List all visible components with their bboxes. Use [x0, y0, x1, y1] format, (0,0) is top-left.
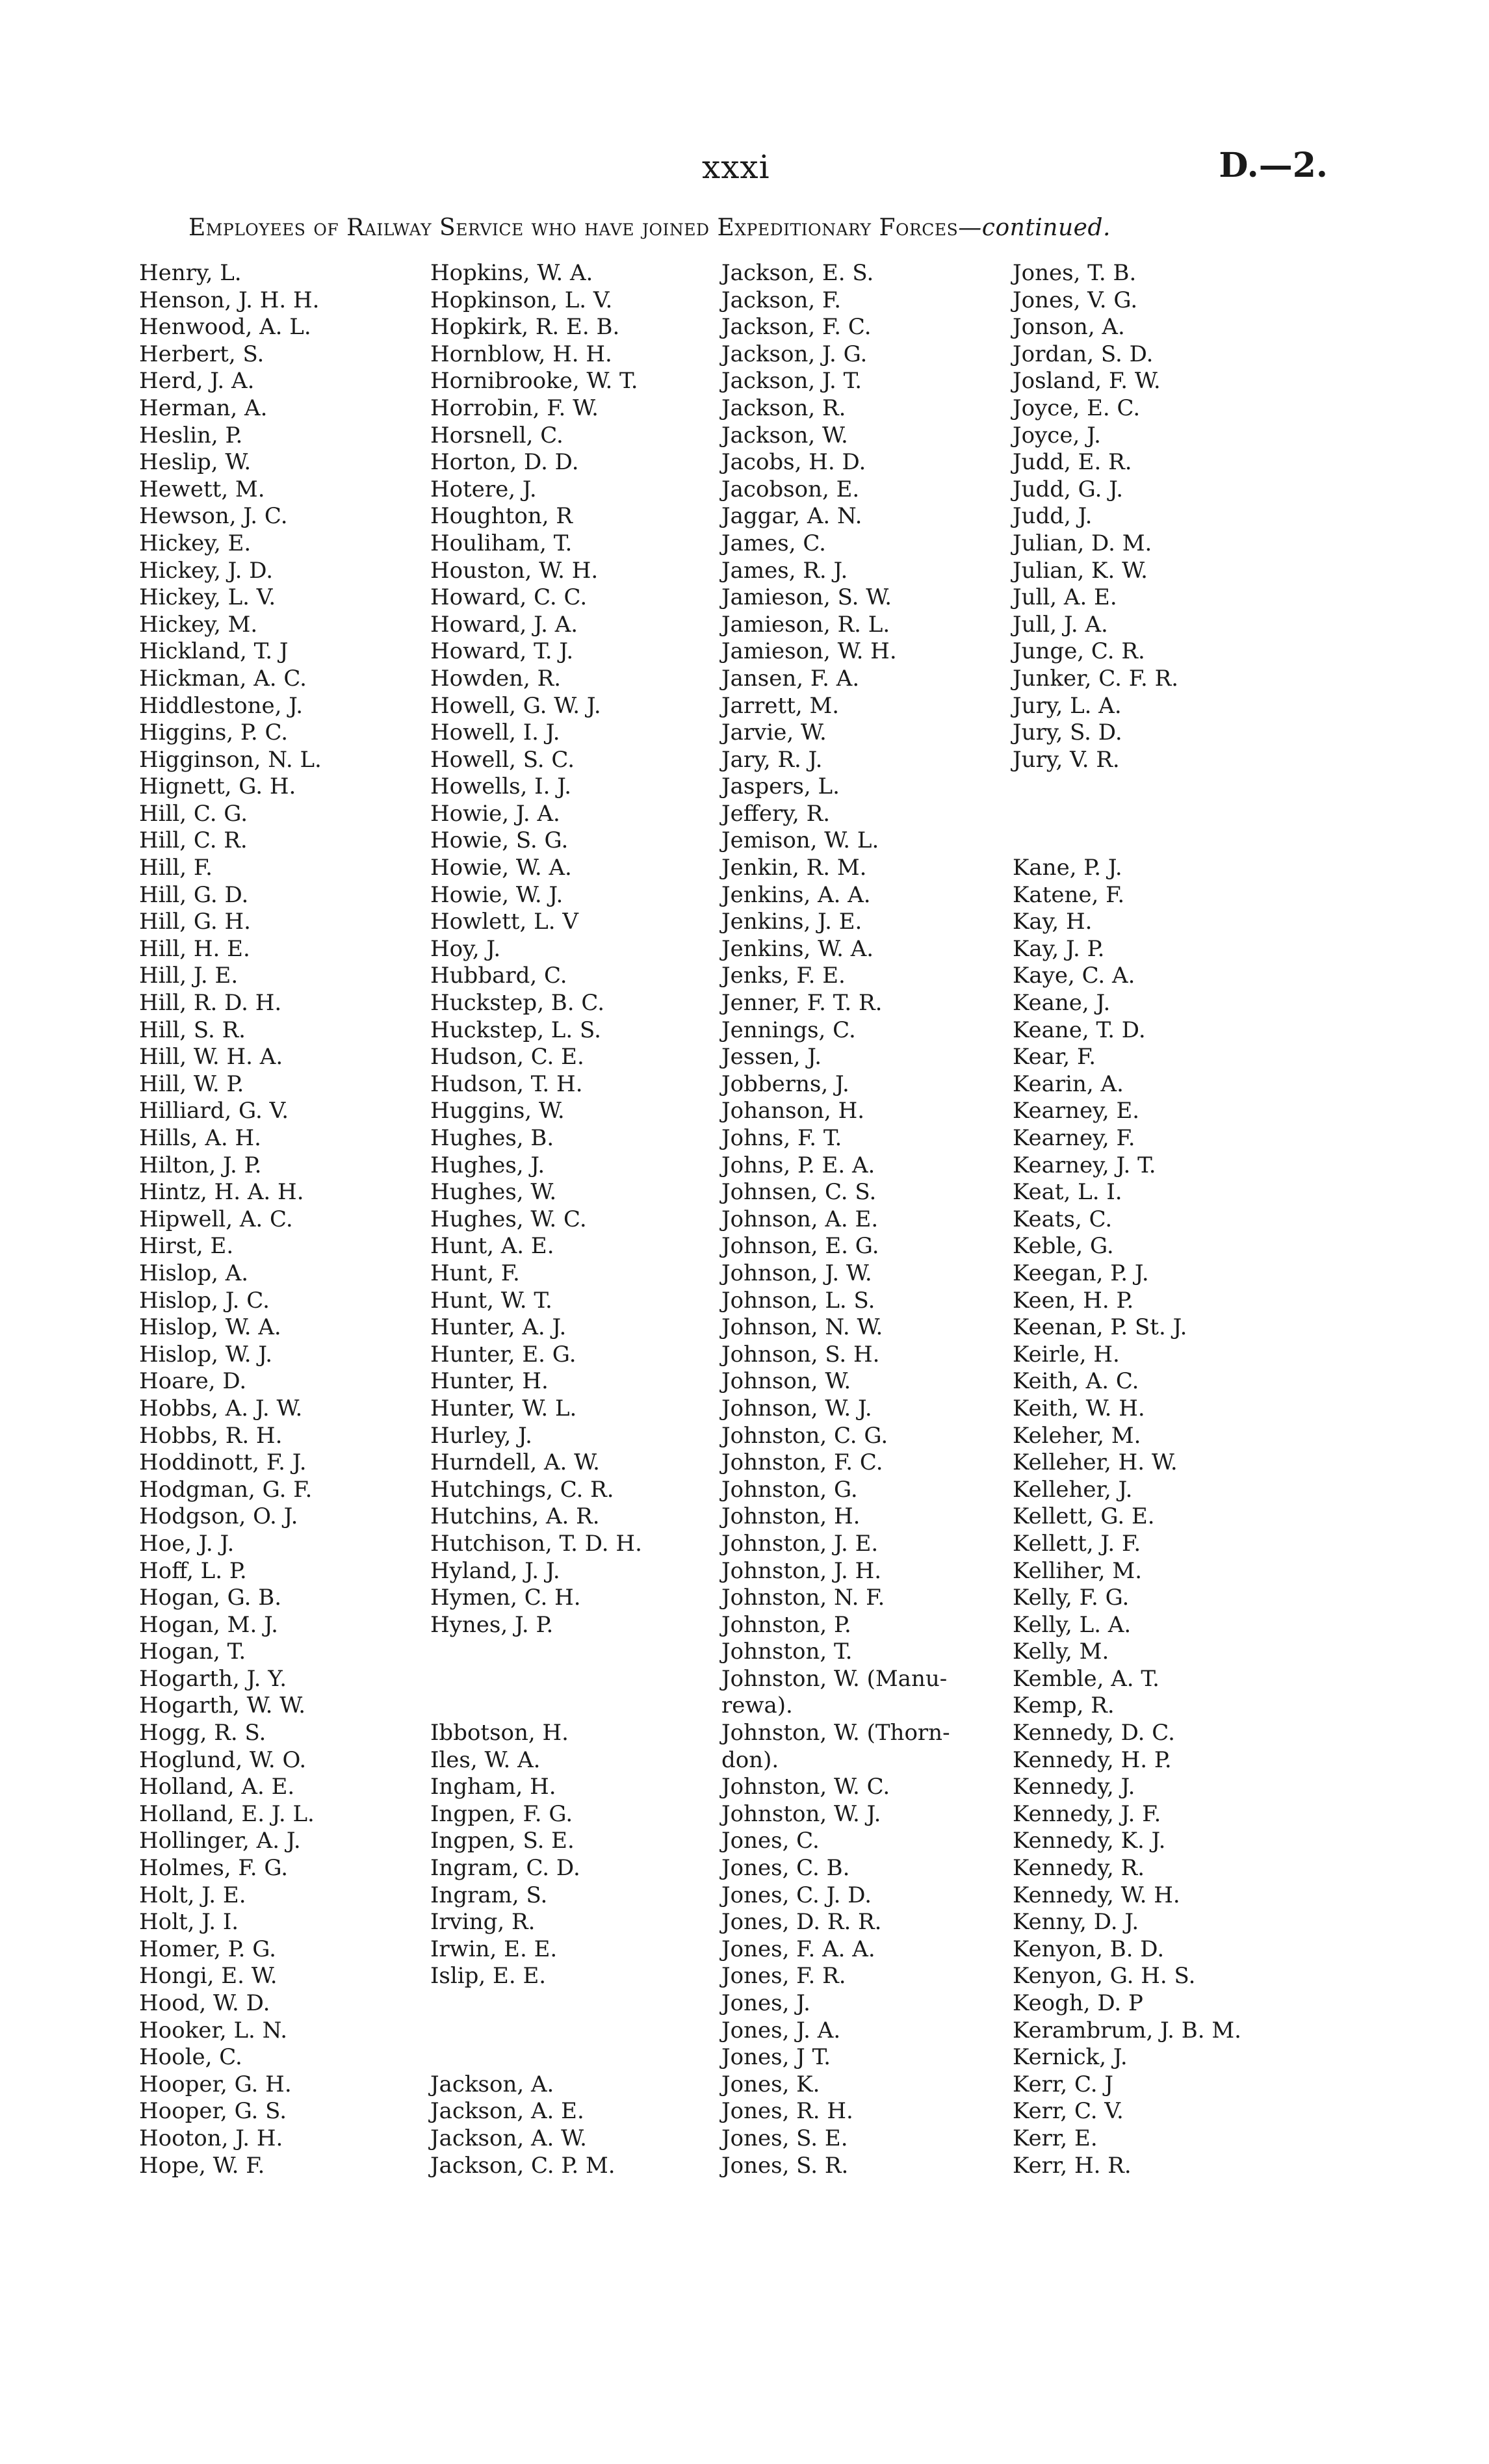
name-column-4 [1013, 260, 1241, 2179]
employee-name: rewa). [721, 1692, 793, 1719]
employee-name: Hoole, C. [139, 2044, 242, 2071]
employee-name: Hunter, W. L. [430, 1395, 577, 1421]
employee-name: Jordan, S. D. [1013, 341, 1154, 367]
employee-name: Josland, F. W. [1013, 368, 1161, 395]
employee-name: Kellett, J. F. [1013, 1530, 1141, 1557]
employee-name: Jackson, R. [721, 395, 846, 421]
employee-name: Hoglund, W. O. [139, 1746, 307, 1773]
employee-name: Jones, J T. [721, 2044, 831, 2071]
name-column-2 [430, 260, 642, 2179]
employee-name: Hunt, F. [430, 1260, 520, 1286]
employee-name: Kemble, A. T. [1013, 1665, 1159, 1692]
employee-name: Keith, A. C. [1013, 1368, 1139, 1395]
employee-name: Jackson, J. T. [721, 368, 862, 395]
employee-name: Jackson, A. W. [430, 2125, 587, 2151]
employee-name: Hoe, J. J. [139, 1530, 235, 1557]
employee-name: Hudson, T. H. [430, 1070, 583, 1097]
employee-name: Kearney, J. T. [1013, 1152, 1156, 1178]
employee-name: Hornibrooke, W. T. [430, 368, 638, 395]
employee-name: Kelly, L. A. [1013, 1611, 1132, 1638]
employee-name: Hutchings, C. R. [430, 1476, 614, 1503]
employee-name: Kennedy, W. H. [1013, 1882, 1180, 1908]
employee-name: Johnston, H. [721, 1503, 861, 1530]
employee-name: Kellett, G. E. [1013, 1503, 1155, 1530]
employee-name: Kenny, D. J. [1013, 1909, 1139, 1936]
employee-name: Horsnell, C. [430, 422, 563, 448]
employee-name: Jones, C. [721, 1828, 820, 1854]
employee-name: Kelly, M. [1013, 1639, 1109, 1665]
employee-name: Hickland, T. J [139, 638, 289, 665]
employee-name: Jury, L. A. [1013, 692, 1122, 719]
employee-name: Johnston, W. C. [721, 1774, 890, 1800]
employee-name: Ingram, C. D. [430, 1855, 580, 1882]
employee-name: Howell, I. J. [430, 720, 560, 746]
employee-name: Houliham, T. [430, 530, 573, 556]
employee-name: Kane, P. J. [1013, 855, 1122, 881]
employee-name: Hickman, A. C. [139, 665, 307, 692]
employee-name: Islip, E. E. [430, 1963, 547, 1990]
employee-name: Johns, P. E. A. [721, 1152, 875, 1178]
employee-name: Hintz, H. A. H. [139, 1179, 304, 1206]
employee-name: Hunter, E. G. [430, 1341, 576, 1368]
employee-name: Hewett, M. [139, 476, 265, 502]
employee-name: Hogan, G. B. [139, 1585, 282, 1611]
employee-name: Henry, L. [139, 260, 242, 286]
employee-name: Herbert, S. [139, 341, 265, 367]
employee-name: Hubbard, C. [430, 963, 567, 989]
employee-name: Johnston, C. G. [721, 1422, 888, 1449]
employee-name: Johnston, W. J. [721, 1800, 881, 1827]
employee-name: Hill, W. H. A. [139, 1044, 283, 1070]
employee-name: Howard, T. J. [430, 638, 574, 665]
employee-name: Howells, I. J. [430, 773, 571, 800]
employee-name: Hobbs, A. J. W. [139, 1395, 303, 1421]
employee-name: Hill, W. P. [139, 1070, 244, 1097]
employee-name: Kerambrum, J. B. M. [1013, 2017, 1241, 2043]
employee-name: Junge, C. R. [1013, 638, 1145, 665]
employee-name: Judd, G. J. [1013, 476, 1124, 502]
employee-name: Johnston, J. H. [721, 1557, 882, 1584]
employee-name: Hickey, J. D. [139, 557, 274, 584]
employee-name: Kerr, E. [1013, 2125, 1098, 2151]
employee-name: Jemison, W. L. [721, 827, 879, 854]
employee-name: Hickey, L. V. [139, 584, 276, 611]
employee-name: Huckstep, L. S. [430, 1017, 601, 1043]
employee-name: Hymen, C. H. [430, 1585, 581, 1611]
employee-name: Johnston, N. F. [721, 1585, 885, 1611]
employee-name: Kerr, C. J [1013, 2071, 1114, 2097]
employee-name: Hill, G. D. [139, 881, 249, 908]
employee-name: Hignett, G. H. [139, 773, 296, 800]
employee-name: Hewson, J. C. [139, 503, 288, 530]
employee-name: Kennedy, K. J. [1013, 1828, 1166, 1854]
employee-name: Hill, G. H. [139, 909, 251, 935]
employee-name: Henwood, A. L. [139, 314, 311, 341]
employee-name: Keane, T. D. [1013, 1017, 1146, 1043]
employee-name: Hogarth, J. Y. [139, 1665, 287, 1692]
employee-name: Hunter, H. [430, 1368, 549, 1395]
employee-name: Hoff, L. P. [139, 1557, 247, 1584]
employee-name: Howie, W. J. [430, 881, 563, 908]
employee-name: Johanson, H. [721, 1098, 865, 1124]
employee-name: Hurndell, A. W. [430, 1449, 600, 1476]
employee-name: Holland, A. E. [139, 1774, 295, 1800]
employee-name: Jackson, E. S. [721, 260, 874, 286]
employee-name: Johnston, G. [721, 1476, 858, 1503]
employee-name: Jary, R. J. [721, 746, 823, 773]
column-gap [430, 2044, 642, 2071]
employee-name: Holland, E. J. L. [139, 1800, 315, 1827]
employee-name: Hobbs, R. H. [139, 1422, 283, 1449]
employee-name: Hunt, W. T. [430, 1287, 552, 1314]
employee-name: Hollinger, A. J. [139, 1828, 301, 1854]
employee-name: Jenkins, A. A. [721, 881, 871, 908]
employee-name: Jackson, A. [430, 2071, 554, 2097]
employee-name: Jackson, W. [721, 422, 848, 448]
employee-name: Howell, S. C. [430, 746, 575, 773]
employee-name: Jones, V. G. [1013, 287, 1138, 313]
employee-name: Kemp, R. [1013, 1692, 1115, 1719]
employee-name: Jull, A. E. [1013, 584, 1117, 611]
employee-name: Keenan, P. St. J. [1013, 1314, 1187, 1341]
employee-name: Johnston, J. E. [721, 1530, 879, 1557]
employee-name: Keat, L. I. [1013, 1179, 1122, 1206]
heading-title: Employees of Railway Service who have joined Expeditionary Forces [188, 214, 959, 241]
employee-name: Houston, W. H. [430, 557, 599, 584]
employee-name: Herman, A. [139, 395, 268, 421]
employee-name: Ingpen, S. E. [430, 1828, 575, 1854]
employee-name: Kearin, A. [1013, 1070, 1124, 1097]
employee-name: Keegan, P. J. [1013, 1260, 1149, 1286]
employee-name: Holt, J. E. [139, 1882, 246, 1908]
document-reference: D.—2. [1219, 146, 1328, 185]
employee-name: Kenyon, G. H. S. [1013, 1963, 1196, 1990]
employee-name: Horton, D. D. [430, 449, 579, 476]
employee-name: Hunter, A. J. [430, 1314, 567, 1341]
employee-name: Hogan, M. J. [139, 1611, 278, 1638]
employee-name: Hodgson, O. J. [139, 1503, 298, 1530]
employee-name: Kerr, H. R. [1013, 2152, 1132, 2179]
employee-name: Kear, F. [1013, 1044, 1096, 1070]
employee-name: Jackson, A. E. [430, 2098, 584, 2125]
employee-name: Jenkin, R. M. [721, 855, 867, 881]
employee-name: Hogg, R. S. [139, 1720, 266, 1746]
employee-name: Jones, K. [721, 2071, 820, 2097]
column-gap [430, 1990, 642, 2017]
employee-name: Keirle, H. [1013, 1341, 1120, 1368]
employee-name: Hill, H. E. [139, 935, 250, 962]
employee-name: Hopkins, W. A. [430, 260, 593, 286]
employee-name: Henson, J. H. H. [139, 287, 320, 313]
employee-name: Homer, P. G. [139, 1936, 276, 1962]
employee-name: Johnston, W. (Thorn- [721, 1720, 950, 1746]
page-number: xxxi [702, 148, 770, 186]
employee-name: Keogh, D. P [1013, 1990, 1143, 2016]
employee-name: Hotere, J. [430, 476, 537, 502]
employee-name: Jonson, A. [1013, 314, 1125, 341]
employee-name: Holmes, F. G. [139, 1855, 289, 1882]
employee-name: Houghton, R [430, 503, 573, 530]
employee-name: Johnston, F. C. [721, 1449, 883, 1476]
employee-name: Jackson, C. P. M. [430, 2152, 615, 2179]
employee-name: Hislop, J. C. [139, 1287, 270, 1314]
employee-name: Keith, W. H. [1013, 1395, 1145, 1421]
employee-name: Hopkinson, L. V. [430, 287, 613, 313]
employee-name: Jeffery, R. [721, 800, 830, 827]
employee-name: Hill, J. E. [139, 963, 239, 989]
employee-name: Kernick, J. [1013, 2044, 1128, 2071]
employee-name: Keats, C. [1013, 1206, 1113, 1232]
employee-name: Jaggar, A. N. [721, 503, 862, 530]
employee-name: Heslin, P. [139, 422, 243, 448]
employee-name: Jenks, F. E. [721, 963, 846, 989]
employee-name: Jarvie, W. [721, 720, 827, 746]
employee-name: Higgins, P. C. [139, 720, 289, 746]
employee-name: Hickey, M. [139, 611, 258, 638]
employee-name: Howlett, L. V [430, 909, 578, 935]
employee-name: Jones, R. H. [721, 2098, 853, 2125]
employee-name: Kerr, C. V. [1013, 2098, 1124, 2125]
employee-name: don). [721, 1746, 779, 1773]
employee-name: Kay, J. P. [1013, 935, 1105, 962]
employee-name: Kennedy, R. [1013, 1855, 1145, 1882]
employee-name: Kelleher, J. [1013, 1476, 1133, 1503]
employee-name: Johnson, W. J. [721, 1395, 872, 1421]
employee-name: Johnston, W. (Manu- [721, 1665, 948, 1692]
employee-name: Keen, H. P. [1013, 1287, 1134, 1314]
employee-name: Hirst, E. [139, 1233, 234, 1260]
column-gap [1013, 827, 1241, 855]
employee-name: Hills, A. H. [139, 1125, 261, 1151]
employee-name: Hislop, W. A. [139, 1314, 281, 1341]
employee-name: Hogan, T. [139, 1639, 246, 1665]
employee-name: Jones, C. B. [721, 1855, 850, 1882]
employee-name: Hutchison, T. D. H. [430, 1530, 642, 1557]
column-gap [430, 1692, 642, 1720]
employee-name: Hodgman, G. F. [139, 1476, 313, 1503]
employee-name: Jenner, F. T. R. [721, 990, 883, 1017]
column-gap [430, 2017, 642, 2045]
employee-name: Hongi, E. W. [139, 1963, 278, 1990]
employee-name: Hope, W. F. [139, 2152, 265, 2179]
employee-name: Horrobin, F. W. [430, 395, 599, 421]
employee-name: Jaspers, L. [721, 773, 840, 800]
employee-name: Hughes, W. C. [430, 1206, 587, 1232]
employee-name: Joyce, E. C. [1013, 395, 1141, 421]
employee-name: Howard, C. C. [430, 584, 588, 611]
employee-name: Johnson, W. [721, 1368, 851, 1395]
employee-name: Kennedy, J. [1013, 1774, 1135, 1800]
employee-name: Jones, C. J. D. [721, 1882, 872, 1908]
employee-name: Johnson, A. E. [721, 1206, 879, 1232]
employee-name: Jarrett, M. [721, 692, 840, 719]
employee-name: Johns, F. T. [721, 1125, 842, 1151]
employee-name: Hunt, A. E. [430, 1233, 554, 1260]
employee-name: Hilliard, G. V. [139, 1098, 289, 1124]
employee-name: Johnson, E. G. [721, 1233, 879, 1260]
employee-name: Keleher, M. [1013, 1422, 1141, 1449]
employee-name: Hoddinott, F. J. [139, 1449, 307, 1476]
employee-name: Jamieson, R. L. [721, 611, 890, 638]
employee-name: Hiddlestone, J. [139, 692, 304, 719]
heading-continued: —continued. [958, 214, 1111, 241]
employee-name: Hood, W. D. [139, 1990, 270, 2016]
employee-name: Junker, C. F. R. [1013, 665, 1179, 692]
employee-name: Jenkins, J. E. [721, 909, 862, 935]
employee-name: Kennedy, D. C. [1013, 1720, 1175, 1746]
column-gap [1013, 801, 1241, 828]
employee-name: Jones, J. A. [721, 2017, 841, 2043]
employee-name: Holt, J. I. [139, 1909, 239, 1936]
employee-name: Howie, W. A. [430, 855, 572, 881]
employee-name: Hooper, G. S. [139, 2098, 287, 2125]
employee-name: Keane, J. [1013, 990, 1111, 1017]
employee-name: Irving, R. [430, 1909, 536, 1936]
employee-name: Hill, F. [139, 855, 213, 881]
employee-name: Johnson, J. W. [721, 1260, 872, 1286]
employee-name: Hyland, J. J. [430, 1557, 560, 1584]
employee-name: Howie, S. G. [430, 827, 569, 854]
employee-name: Jones, F. R. [721, 1963, 846, 1990]
employee-name: Hogarth, W. W. [139, 1692, 306, 1719]
employee-name: Jenkins, W. A. [721, 935, 874, 962]
employee-name: Jury, V. R. [1013, 746, 1120, 773]
employee-name: Jamieson, S. W. [721, 584, 892, 611]
employee-name: Judd, J. [1013, 503, 1093, 530]
employee-name: Jessen, J. [721, 1044, 822, 1070]
employee-name: Kearney, F. [1013, 1125, 1135, 1151]
employee-name: Hoare, D. [139, 1368, 247, 1395]
employee-name: Herd, J. A. [139, 368, 255, 395]
employee-name: Kelleher, H. W. [1013, 1449, 1178, 1476]
employee-name: Howard, J. A. [430, 611, 578, 638]
employee-name: Jobberns, J. [721, 1070, 849, 1097]
employee-name: Huggins, W. [430, 1098, 565, 1124]
employee-name: Johnsen, C. S. [721, 1179, 877, 1206]
employee-name: Kelliher, M. [1013, 1557, 1143, 1584]
employee-name: Hill, R. D. H. [139, 990, 282, 1017]
employee-name: Katene, F. [1013, 881, 1125, 908]
employee-name: Hilton, J. P. [139, 1152, 262, 1178]
employee-name: Jones, D. R. R. [721, 1909, 882, 1936]
employee-name: Kennedy, H. P. [1013, 1746, 1172, 1773]
employee-name: Hughes, J. [430, 1152, 545, 1178]
employee-name: Hill, S. R. [139, 1017, 246, 1043]
employee-name: Keble, G. [1013, 1233, 1114, 1260]
employee-name: Jamieson, W. H. [721, 638, 897, 665]
employee-name: Hislop, A. [139, 1260, 249, 1286]
employee-name: Ibbotson, H. [430, 1720, 569, 1746]
employee-name: Huckstep, B. C. [430, 990, 605, 1017]
employee-name: Jones, F. A. A. [721, 1936, 875, 1962]
employee-name: Julian, K. W. [1013, 557, 1148, 584]
employee-name: Heslip, W. [139, 449, 252, 476]
employee-name: Joyce, J. [1013, 422, 1101, 448]
employee-name: Hudson, C. E. [430, 1044, 584, 1070]
employee-name: Hill, C. R. [139, 827, 248, 854]
employee-name: Hurley, J. [430, 1422, 532, 1449]
employee-name: Hughes, W. [430, 1179, 557, 1206]
employee-name: Jacobs, H. D. [721, 449, 866, 476]
employee-name: Julian, D. M. [1013, 530, 1152, 556]
employee-name: Jones, S. R. [721, 2152, 849, 2179]
employee-name: Jones, J. [721, 1990, 810, 2016]
employee-name: Higginson, N. L. [139, 746, 322, 773]
employee-name: Ingram, S. [430, 1882, 548, 1908]
employee-name: Howell, G. W. J. [430, 692, 601, 719]
employee-name: Hooper, G. H. [139, 2071, 292, 2097]
employee-name: Johnson, S. H. [721, 1341, 880, 1368]
employee-name: Johnston, P. [721, 1611, 851, 1638]
employee-name: Hooker, L. N. [139, 2017, 288, 2043]
employee-name: Jennings, C. [721, 1017, 856, 1043]
employee-name: Hill, C. G. [139, 800, 248, 827]
employee-name: Judd, E. R. [1013, 449, 1132, 476]
employee-name: Kearney, E. [1013, 1098, 1140, 1124]
employee-name: Ingpen, F. G. [430, 1800, 573, 1827]
employee-name: Ingham, H. [430, 1774, 556, 1800]
employee-name: Kay, H. [1013, 909, 1093, 935]
employee-name: Johnston, T. [721, 1639, 853, 1665]
employee-name: Jacobson, E. [721, 476, 860, 502]
employee-name: Kenyon, B. D. [1013, 1936, 1165, 1962]
employee-name: Johnson, N. W. [721, 1314, 883, 1341]
employee-name: Hynes, J. P. [430, 1611, 554, 1638]
employee-name: Jones, T. B. [1013, 260, 1137, 286]
employee-name: Iles, W. A. [430, 1746, 541, 1773]
employee-name: Hornblow, H. H. [430, 341, 612, 367]
employee-name: Kaye, C. A. [1013, 963, 1135, 989]
column-gap [430, 1666, 642, 1693]
employee-name: Hughes, B. [430, 1125, 554, 1151]
employee-name: James, C. [721, 530, 826, 556]
employee-name: Hooton, J. H. [139, 2125, 283, 2151]
column-gap [430, 1639, 642, 1666]
employee-name: Howden, R. [430, 665, 562, 692]
employee-name: Hoy, J. [430, 935, 501, 962]
employee-name: Jury, S. D. [1013, 720, 1122, 746]
page-heading [188, 214, 1111, 241]
employee-name: Jackson, J. G. [721, 341, 868, 367]
employee-name: Jull, J. A. [1013, 611, 1108, 638]
employee-name: Hopkirk, R. E. B. [430, 314, 620, 341]
employee-name: Irwin, E. E. [430, 1936, 558, 1962]
employee-name: Jackson, F. C. [721, 314, 872, 341]
employee-name: Hutchins, A. R. [430, 1503, 600, 1530]
employee-name: Kelly, F. G. [1013, 1585, 1130, 1611]
employee-name: Kennedy, J. F. [1013, 1800, 1161, 1827]
employee-name: James, R. J. [721, 557, 848, 584]
employee-name: Hickey, E. [139, 530, 252, 556]
employee-name: Hislop, W. J. [139, 1341, 273, 1368]
employee-name: Jones, S. E. [721, 2125, 848, 2151]
employee-name: Jansen, F. A. [721, 665, 860, 692]
name-column-1 [139, 260, 322, 2179]
employee-name: Hipwell, A. C. [139, 1206, 293, 1232]
employee-name: Jackson, F. [721, 287, 842, 313]
employee-name: Johnson, L. S. [721, 1287, 875, 1314]
name-column-3 [721, 260, 988, 2179]
column-gap [1013, 773, 1241, 801]
employee-name: Howie, J. A. [430, 800, 560, 827]
